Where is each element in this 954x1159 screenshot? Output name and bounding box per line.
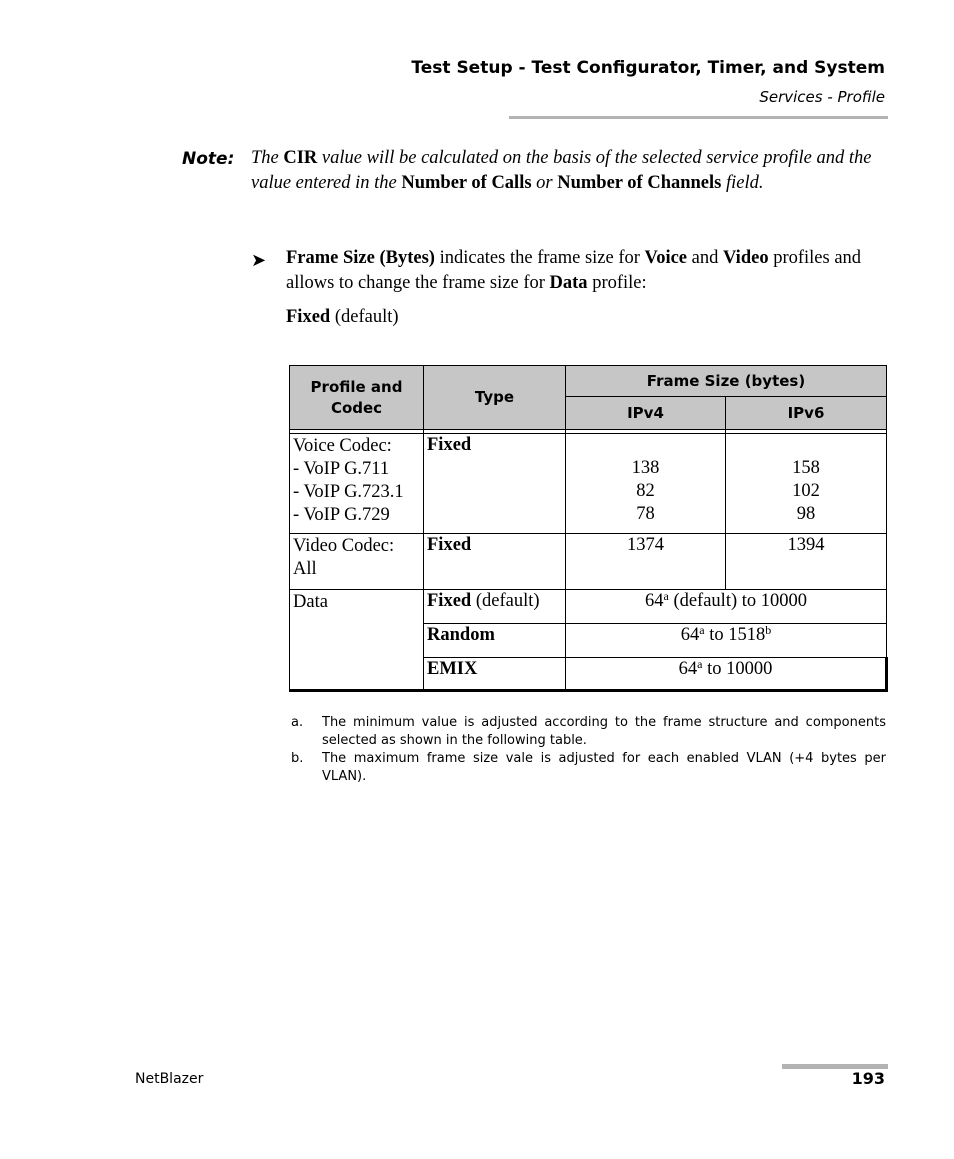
running-header-subtitle: Services - Profile xyxy=(759,88,885,106)
header-type: Type xyxy=(424,366,566,430)
cell-voice-type: Fixed xyxy=(424,434,566,534)
table-row-data-fixed xyxy=(290,590,887,624)
cell-data-range-random: 64$^a$ to 1518$^b$ xyxy=(566,624,887,658)
footnote-mark: b. xyxy=(291,751,304,766)
cell-video-ipv6: 1394 xyxy=(726,534,887,590)
header-rule xyxy=(509,116,888,119)
footer-product-name: NetBlazer xyxy=(135,1071,204,1087)
cell-video-ipv4: 1374 xyxy=(566,534,726,590)
cell-voice-profile: Voice Codec: - VoIP G.711 - VoIP G.723.1 - VoIP G.729 xyxy=(290,434,424,534)
footnote-b xyxy=(291,750,886,786)
table-row-video xyxy=(290,534,887,590)
header-frame-size: Frame Size (bytes) xyxy=(566,366,887,397)
cell-data-type-random: Random xyxy=(424,624,566,658)
footnote-text: The maximum frame size vale is adjusted for each enabled VLAN (+4 bytes per VLAN). xyxy=(322,751,886,784)
table-footnotes xyxy=(291,714,886,786)
footnote-text: The minimum value is adjusted according to the frame structure and components selected as shown in the following table. xyxy=(322,715,886,748)
footnote-a xyxy=(291,714,886,750)
cell-video-profile: Video Codec: All xyxy=(290,534,424,590)
cell-data-profile: Data xyxy=(290,590,424,691)
cell-data-type-fixed: Fixed (default) xyxy=(424,590,566,624)
header-profile-codec: Profile and Codec xyxy=(290,366,424,430)
cell-data-range-emix: 64$^a$ to 10000 xyxy=(566,658,887,691)
header-ipv6: IPv6 xyxy=(726,397,887,430)
footnote-mark: a. xyxy=(291,715,304,730)
running-header-title: Test Setup - Test Configurator, Timer, and System xyxy=(411,58,885,78)
cell-data-type-emix: EMIX xyxy=(424,658,566,691)
cell-data-range-fixed: 64$^a$ (default) to 10000 xyxy=(566,590,887,624)
cell-voice-ipv4: 138 82 78 xyxy=(566,434,726,534)
header-ipv4: IPv4 xyxy=(566,397,726,430)
cell-video-type: Fixed xyxy=(424,534,566,590)
note-label: Note: xyxy=(182,149,235,169)
bullet-paragraph: Frame Size (Bytes) indicates the frame size for Voice and Video profiles and allows to change the frame size for Data profile: xyxy=(286,248,862,293)
arrow-bullet-icon: ➤ xyxy=(251,250,267,270)
default-mode-line: Fixed (default) xyxy=(286,307,399,327)
table-row-voice xyxy=(290,434,887,534)
frame-size-table xyxy=(289,365,888,692)
note-text: The CIR value will be calculated on the basis of the selected service profile and the value entered in the Number of Calls or Number of Channels field. xyxy=(251,148,872,193)
page-number: 193 xyxy=(851,1069,885,1088)
cell-voice-ipv6: 158 102 98 xyxy=(726,434,887,534)
